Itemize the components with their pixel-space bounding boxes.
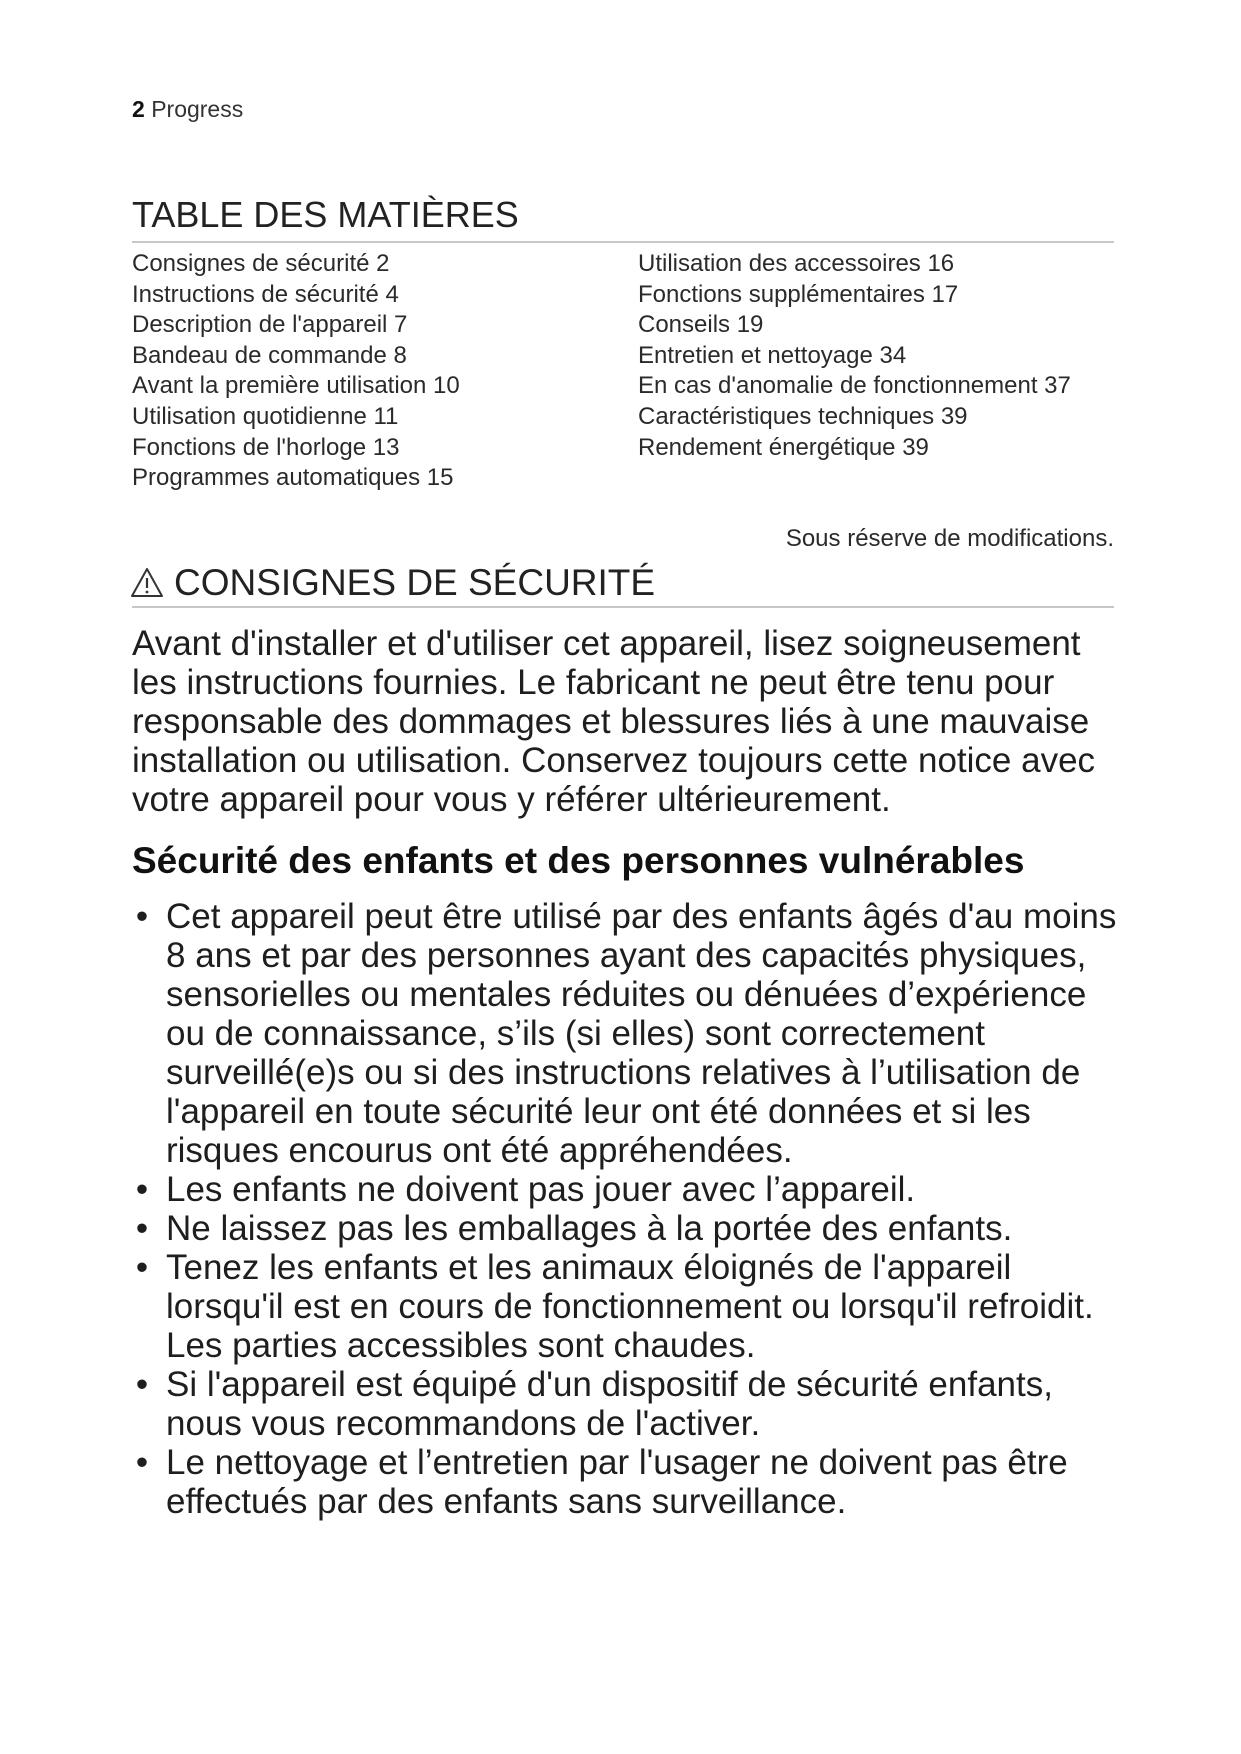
safety-divider [132,606,1114,608]
page-number: 2 [132,96,145,122]
bullet-icon: • [135,1209,149,1248]
safety-title-text: CONSIGNES DE SÉCURITÉ [174,562,656,603]
list-item-text: Tenez les enfants et les animaux éloignés de l'appareil lorsqu'il est en cours de fonctionnement ou lorsqu'il refroidit. Les parties accessibles sont chaudes. [166,1248,1094,1365]
toc-entry[interactable]: Fonctions supplémentaires 17 [638,280,959,308]
toc-entry[interactable]: En cas d'anomalie de fonctionnement 37 [638,372,1071,400]
safety-intro: Avant d'installer et d'utiliser cet appareil, lisez soigneusement les instructions fournies. Le fabricant ne peut être tenu pour responsable des dommages et blessures liés à une mauvaise installation ou utilisation. Conservez toujours cette notice avec votre appareil pour vous y référer ultérieurement. [132,624,1096,819]
toc-left-column [132,249,460,494]
list-item-text: Si l'appareil est équipé d'un dispositif de sécurité enfants, nous vous recommandons de l'activer. [166,1365,1053,1443]
bullet-icon: • [135,1443,149,1482]
safety-section-title [130,560,655,606]
warning-triangle-icon [130,567,164,599]
toc-entry[interactable]: Utilisation des accessoires 16 [638,250,955,277]
toc-divider [132,241,1114,243]
toc-entry[interactable]: Caractéristiques techniques 39 [638,402,968,430]
toc-right-column [638,249,1071,463]
toc-entry[interactable]: Instructions de sécurité 4 [132,280,399,308]
toc-entry[interactable]: Conseils 19 [638,311,764,339]
bullet-icon: • [135,897,149,936]
list-item-text: Cet appareil peut être utilisé par des enfants âgés d'au moins 8 ans et par des personnes ayant des capacités physiques, sensorielles ou mentales réduites ou dénuées d’expérience ou de connaissance, s’ils (si elles) sont correctement surveillé(e)s ou si des instructions relatives à l’utilisation de l'appareil en toute sécurité leur ont été données et si les risques encourus ont été appréhendées. [166,897,1117,1170]
toc-entry[interactable]: Avant la première utilisation 10 [132,372,460,400]
toc-entry[interactable]: Entretien et nettoyage 34 [638,341,907,369]
list-item [132,897,1132,1170]
brand-name: Progress [151,96,244,122]
toc-entry[interactable]: Programmes automatiques 15 [132,464,454,492]
list-item [132,1170,1132,1209]
children-safety-heading: Sécurité des enfants et des personnes vulnérables [132,840,1025,881]
list-item [132,1209,1132,1248]
list-item-text: Ne laissez pas les emballages à la portée des enfants. [166,1209,1013,1248]
toc-entry[interactable]: Consignes de sécurité 2 [132,250,390,277]
list-item [132,1248,1132,1365]
modification-notice: Sous réserve de modifications. [785,525,1114,552]
toc-entry[interactable]: Fonctions de l'horloge 13 [132,433,400,461]
toc-entry[interactable]: Rendement énergétique 39 [638,433,929,461]
toc-entry[interactable]: Bandeau de commande 8 [132,341,407,369]
children-safety-list [132,897,1132,1521]
page-header [132,95,243,123]
toc-entry[interactable]: Description de l'appareil 7 [132,311,408,339]
bullet-icon: • [135,1365,149,1404]
bullet-icon: • [135,1170,149,1209]
list-item-text: Le nettoyage et l’entretien par l'usager ne doivent pas être effectués par des enfants sans surveillance. [166,1443,1068,1521]
list-item [132,1443,1132,1521]
list-item [132,1365,1132,1443]
toc-title: TABLE DES MATIÈRES [132,194,519,235]
bullet-icon: • [135,1248,149,1287]
toc-entry[interactable]: Utilisation quotidienne 11 [132,402,399,430]
list-item-text: Les enfants ne doivent pas jouer avec l’appareil. [166,1170,916,1209]
